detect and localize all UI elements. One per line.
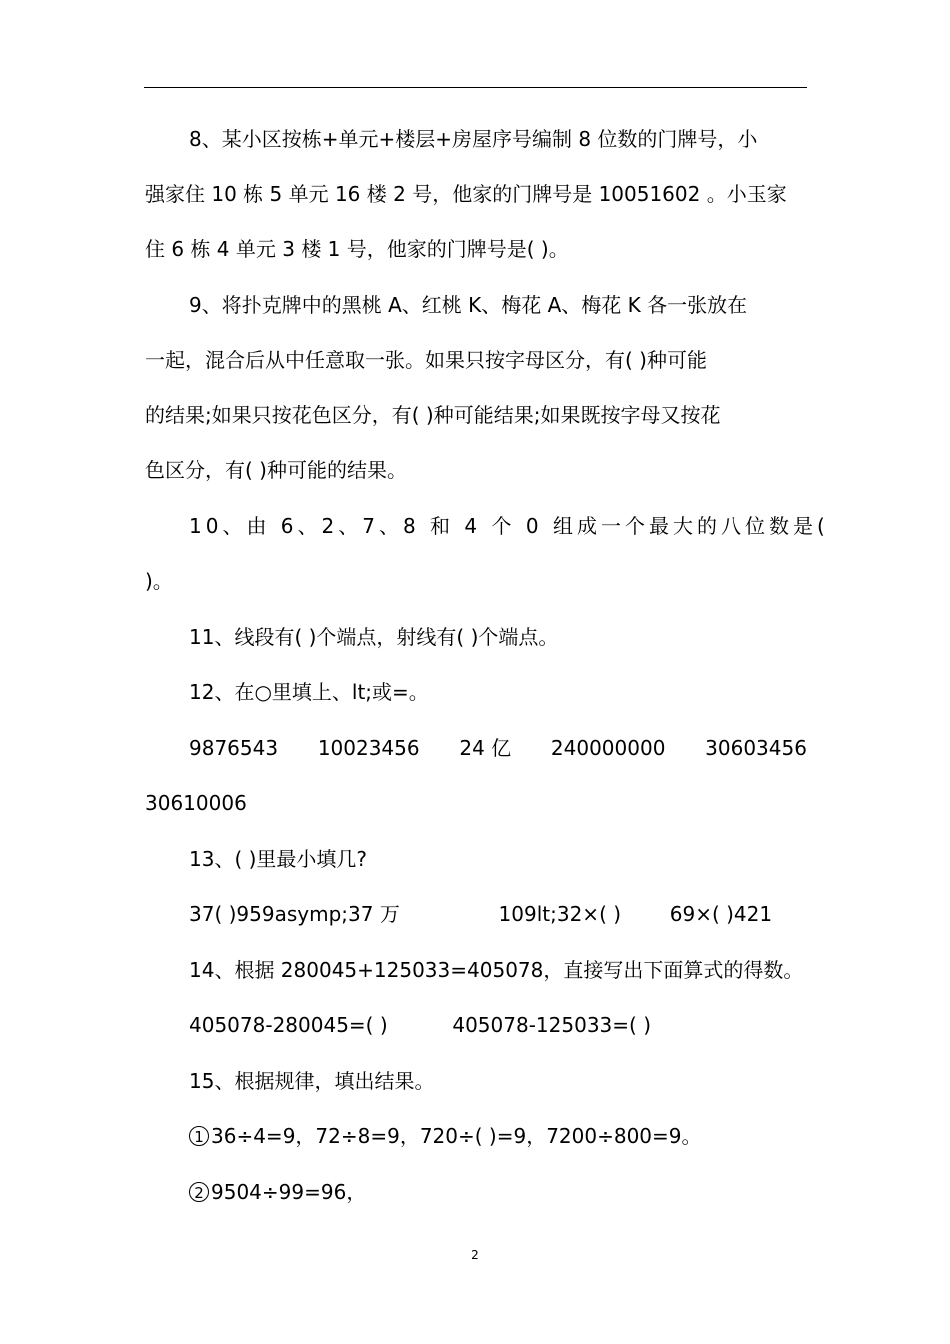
q14-item-2: 405078-125033=( ) [452, 1013, 651, 1037]
header-rule [144, 87, 807, 88]
question-11: 11、线段有( )个端点，射线有( )个端点。 [189, 625, 559, 649]
q13-item-3: 69×( )421 [669, 902, 773, 926]
question-12-comparison-value-6: 30610006 [145, 791, 247, 815]
q13-item-2: 109lt;32×( ) [498, 902, 622, 926]
question-14-items [189, 1011, 807, 1039]
question-9-line-4: 色区分，有( )种可能的结果。 [145, 458, 407, 482]
q14-item-1: 405078-280045=( ) [189, 1013, 388, 1037]
q15-item-1-text: 36÷4=9，72÷8=9，720÷( )=9，7200÷800=9。 [211, 1124, 702, 1148]
question-9-line-3: 的结果;如果只按花色区分，有( )种可能结果;如果既按字母又按花 [145, 403, 721, 427]
question-9-line-1: 9、将扑克牌中的黑桃 A、红桃 K、梅花 A、梅花 K 各一张放在 [189, 293, 748, 317]
page-number: 2 [471, 1248, 479, 1262]
question-15-prompt: 15、根据规律，填出结果。 [189, 1069, 435, 1093]
question-10-line-1: 10、由 6、2、7、8 和 4 个 0 组成一个最大的八位数是( [189, 514, 829, 538]
question-12-comparisons [189, 734, 807, 762]
question-13-items [189, 900, 807, 928]
question-8-line-1: 8、某小区按栋+单元+楼层+房屋序号编制 8 位数的门牌号，小 [189, 127, 758, 151]
question-8-line-3: 住 6 栋 4 单元 3 楼 1 号，他家的门牌号是( )。 [145, 237, 569, 261]
comparison-value-5: 30603456 [705, 736, 807, 760]
question-15-item-2 [189, 1178, 807, 1206]
question-12-prompt: 12、在○里填上、lt;或=。 [189, 680, 429, 704]
question-9-line-2: 一起，混合后从中任意取一张。如果只按字母区分，有( )种可能 [145, 348, 707, 372]
question-14-prompt: 14、根据 280045+125033=405078，直接写出下面算式的得数。 [189, 958, 804, 982]
comparison-value-4: 240000000 [550, 736, 666, 760]
q15-item-2-text: 9504÷99=96， [211, 1180, 367, 1204]
question-15-item-1 [189, 1122, 807, 1150]
comparison-value-3: 24 亿 [459, 736, 512, 760]
circled-number-marker: 2 [189, 1182, 209, 1202]
question-13-prompt: 13、( )里最小填几? [189, 847, 368, 871]
question-8-line-2: 强家住 10 栋 5 单元 16 楼 2 号，他家的门牌号是 10051602 。小玉家 [145, 182, 787, 206]
comparison-value-1: 9876543 [189, 736, 279, 760]
q13-item-1: 37( )959asymp;37 万 [189, 902, 400, 926]
question-10-line-2: )。 [145, 569, 173, 593]
circled-number-marker: 1 [189, 1126, 209, 1146]
comparison-value-2: 10023456 [317, 736, 420, 760]
